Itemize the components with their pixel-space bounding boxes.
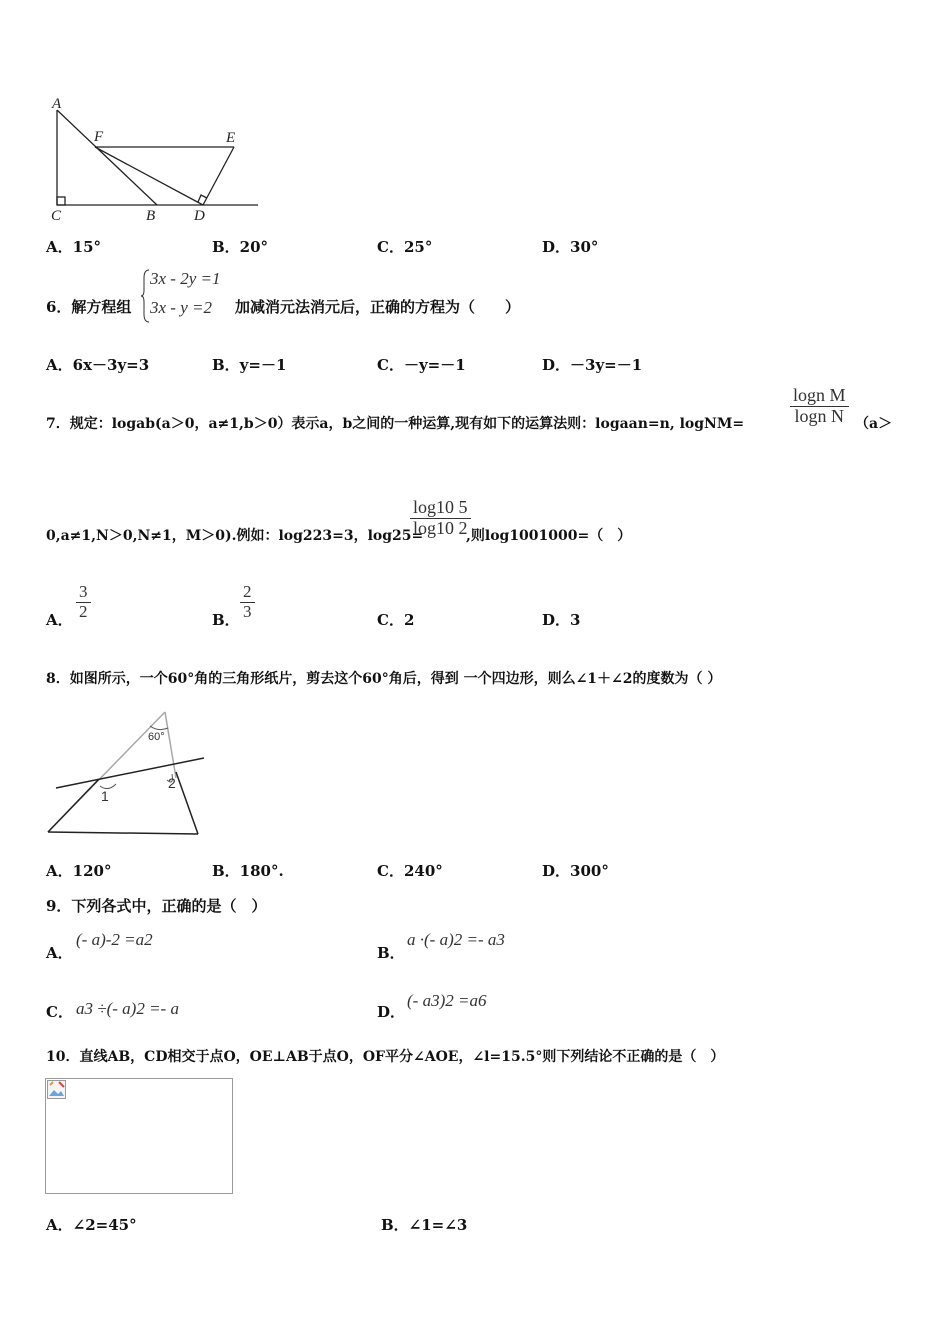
q7-line-1-tail: （a＞	[855, 416, 893, 432]
q8-option-a[interactable]: A．120°	[46, 862, 112, 880]
q6-suffix: 加减消元法消元后，正确的方程为（ ）	[235, 298, 521, 316]
q7-rule-fraction	[790, 386, 849, 427]
q9-option-c-label: C．	[46, 1003, 73, 1021]
q7-option-a[interactable]	[46, 582, 88, 630]
q7-example-numerator: log10 5	[410, 498, 471, 519]
q6-brace	[140, 268, 150, 324]
q8-base	[48, 832, 198, 834]
q9-option-a[interactable]	[46, 930, 153, 963]
q6-prefix: 6．解方程组	[46, 298, 132, 316]
q5-label-d: D	[194, 208, 205, 224]
q7-option-b-num: 2	[240, 583, 255, 603]
q9-option-c[interactable]	[46, 999, 179, 1022]
q8-label-60: 60°	[148, 731, 165, 743]
q8-option-d[interactable]: D．300°	[542, 862, 609, 880]
q9-option-c-expr: a3 ÷(- a)2 =- a	[76, 999, 179, 1018]
q5-label-f: F	[94, 129, 104, 145]
q5-label-b: B	[146, 208, 156, 224]
q6-equation-1: 3x - 2y =1	[150, 269, 221, 288]
q5-option-a[interactable]: A．15°	[46, 238, 102, 256]
q6-option-b[interactable]: B．y=－1	[212, 356, 287, 374]
q9-option-a-expr: (- a)-2 =a2	[76, 930, 153, 949]
q6-option-c[interactable]: C．－y=－1	[377, 356, 466, 374]
q5-label-e: E	[226, 130, 236, 146]
q5-segment-ed	[203, 147, 234, 205]
q6-option-a[interactable]: A．6x－3y=3	[46, 356, 150, 374]
q9-option-b-label: B．	[377, 944, 405, 962]
q10-option-a[interactable]: A．∠2=45°	[46, 1216, 137, 1234]
q5-option-d[interactable]: D．30°	[542, 238, 599, 256]
q5-option-b[interactable]: B．20°	[212, 238, 269, 256]
q7-option-c[interactable]: C．2	[377, 611, 415, 629]
q5-label-a: A	[52, 96, 62, 112]
q5-segment-fd	[95, 147, 203, 205]
q5-right-angle-mark	[57, 197, 65, 205]
q8-question-text: 8．如图所示，一个60°角的三角形纸片，剪去这个60°角后，得到 一个四边形，则么∠1＋∠2的度数为（ ）	[46, 671, 722, 687]
q9-option-b[interactable]	[377, 930, 505, 963]
q8-cut-line	[56, 758, 204, 788]
q10-broken-image-placeholder	[45, 1078, 233, 1194]
q8-option-b[interactable]: B．180°.	[212, 862, 284, 880]
q5-option-c[interactable]: C．25°	[377, 238, 433, 256]
q5-label-c: C	[51, 208, 62, 224]
q6-equation-2: 3x - y =2	[150, 298, 212, 317]
q9-option-a-label: A．	[46, 944, 73, 962]
q8-option-c[interactable]: C．240°	[377, 862, 443, 880]
q8-triangle-figure	[42, 706, 212, 840]
q7-line-2-tail: ,则log1001000=（ ）	[466, 528, 632, 544]
q9-option-d-expr: (- a3)2 =a6	[407, 991, 487, 1010]
q7-option-a-den: 2	[79, 601, 88, 621]
q7-option-b-den: 3	[243, 601, 252, 621]
q7-line-1: 7．规定：logab(a＞0，a≠1,b＞0）表示a，b之间的一种运算,现有如下的运算法则：logaan=n, logNM=	[46, 416, 745, 432]
q7-line-2: 0,a≠1,N＞0,N≠1，M＞0).例如：log223=3，log25=	[46, 528, 424, 544]
q8-arc-60	[150, 726, 168, 730]
q9-option-b-expr: a ·(- a)2 =- a3	[407, 930, 505, 949]
broken-image-icon	[47, 1080, 67, 1100]
q7-option-b[interactable]	[212, 582, 252, 630]
q9-option-d-label: D．	[377, 1003, 406, 1021]
q8-label-2: 2	[168, 775, 176, 791]
q8-cut-right-side	[165, 712, 176, 778]
q7-example-denominator: log10 2	[413, 517, 468, 538]
q8-label-1: 1	[101, 788, 109, 804]
q7-rule-numerator: logn M	[790, 386, 849, 407]
q5-segment-ab	[57, 110, 157, 205]
q5-geometry-figure	[40, 96, 265, 226]
q10-option-b[interactable]: B．∠1=∠3	[381, 1216, 468, 1234]
q7-option-a-num: 3	[76, 583, 91, 603]
q9-option-d[interactable]	[377, 991, 487, 1022]
q8-left-side	[48, 779, 99, 832]
q7-option-b-label: B．	[212, 611, 240, 629]
q7-rule-denominator: logn N	[794, 405, 844, 426]
q8-right-side	[176, 772, 198, 834]
q6-option-d[interactable]: D．－3y=－1	[542, 356, 643, 374]
q7-option-a-label: A．	[46, 611, 73, 629]
q7-example-fraction	[410, 498, 471, 539]
q10-question-text: 10．直线AB，CD相交于点O，OE⊥AB于点O，OF平分∠AOE，∠l=15.5°则下列结论不正确的是（ ）	[46, 1049, 725, 1065]
q9-question-text: 9．下列各式中，正确的是（ ）	[46, 897, 267, 915]
q7-option-d[interactable]: D．3	[542, 611, 581, 629]
